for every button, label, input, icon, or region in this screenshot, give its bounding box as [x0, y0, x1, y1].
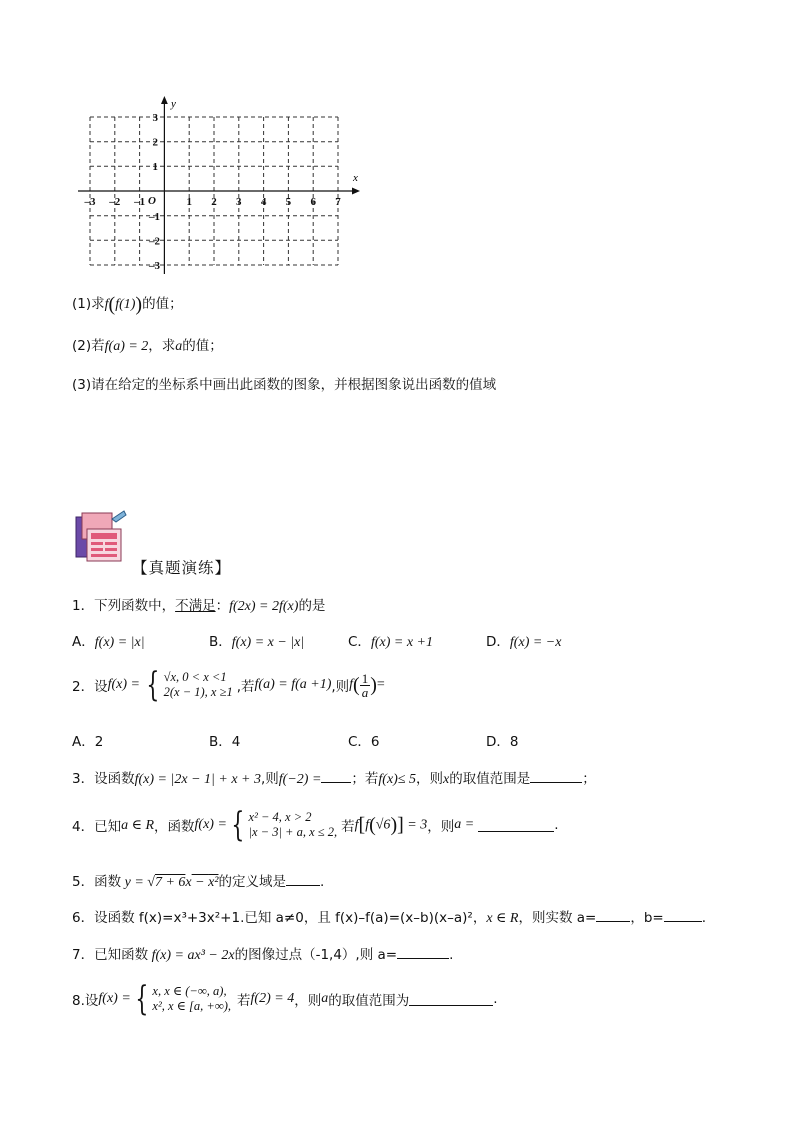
section-title: 【真题演练】 — [132, 559, 232, 577]
x-tick: 3 — [236, 196, 242, 208]
x-tick: 5 — [285, 196, 292, 208]
f-f-1-expr: f(f(1)) — [104, 293, 143, 316]
problem-2-option-a: A．2 — [72, 734, 104, 750]
problem-2-option-d: D．8 — [486, 734, 519, 750]
problem-2-option-c: C．6 — [348, 734, 380, 750]
answer-blank[interactable] — [409, 993, 493, 1006]
question-2: (2)若f(a) = 2，求a的值； — [72, 338, 223, 354]
x-tick: –2 — [109, 196, 121, 208]
x-tick: 2 — [211, 196, 217, 208]
problem-1-option-c: C．f(x) = x +1 — [348, 634, 433, 650]
problem-6: 6．设函数 f(x)=x³+3x²+1.已知 a≠0，且 f(x)–f(a)=(x–b)(x–a)²，x ∈ R，则实数 a= ，b= . — [72, 910, 707, 926]
problem-2-option-b: B．4 — [209, 734, 241, 750]
problem-4: 4．已知 a ∈ R ，函数 f(x) = { x² − 4, x > 2 |x − 3| + a, x ≤ 2, 若 f[f(√6)] = 3 ，则 a = . — [72, 805, 559, 845]
y-tick: –1 — [149, 211, 160, 223]
fraction-1-over-a: $\frac{1}{a}$ — [361, 670, 369, 700]
answer-blank[interactable] — [478, 819, 554, 832]
answer-blank[interactable] — [397, 946, 449, 959]
answer-blank[interactable] — [530, 770, 582, 783]
problem-1-stem: 1．下列函数中，不满足：f(2x) = 2f(x)的是 — [72, 598, 326, 614]
y-axis-label: y — [171, 98, 176, 110]
answer-blank[interactable] — [321, 770, 351, 783]
question-3: (3)请在给定的坐标系中画出此函数的图象，并根据图象说出函数的值域 — [72, 377, 497, 393]
problem-8: 8.设 f(x) = { x, x ∈ (−∞, a), x², x ∈ [a, +∞), 若 f(2) = 4 ，则 a 的取值范围为 . — [72, 979, 498, 1019]
x-tick: –3 — [84, 196, 96, 208]
x-tick: –1 — [134, 196, 146, 208]
problem-1-option-b: B．f(x) = x − |x| — [209, 634, 305, 650]
problem-2-stem: 2．设 f(x) = { √x, 0 < x <1 2(x − 1), x ≥1 ,若 f(a) = f(a +1) ,则 f ( $\frac{1}{a}$ ) = — [72, 665, 385, 705]
problem-5: 5．函数 y = √7 + 6x − x²的定义域是 . — [72, 874, 325, 890]
x-tick: 6 — [310, 196, 316, 208]
answer-blank[interactable] — [286, 873, 320, 886]
document-icon — [74, 509, 130, 563]
problem-1-option-d: D．f(x) = −x — [486, 634, 562, 650]
x-tick: 1 — [186, 196, 192, 208]
problem-7: 7．已知函数 f(x) = ax³ − 2x的图像过点（-1,4）,则 a= . — [72, 947, 454, 963]
y-tick: 2 — [152, 136, 158, 149]
question-1: (1)求f(f(1))的值； — [72, 293, 183, 316]
y-tick: –2 — [149, 235, 160, 248]
piecewise-definition: x² − 4, x > 2 |x − 3| + a, x ≤ 2, — [248, 810, 338, 839]
y-tick: 3 — [152, 112, 158, 124]
x-tick: 7 — [335, 196, 341, 208]
x-axis-label: x — [353, 172, 358, 184]
coordinate-grid — [70, 92, 370, 277]
piecewise-definition: √x, 0 < x <1 2(x − 1), x ≥1 — [163, 670, 233, 699]
f-a-eq-2: f(a) = 2 — [104, 339, 149, 354]
origin-label: O — [148, 195, 156, 207]
y-tick: 1 — [152, 161, 158, 173]
x-tick: 4 — [260, 196, 267, 208]
answer-blank[interactable] — [664, 909, 702, 922]
problem-3: 3．设函数f(x) = |2x − 1| + x + 3,则f(−2) = ；若f(x)≤ 5，则x的取值范围是 ； — [72, 771, 596, 787]
y-tick: –3 — [149, 260, 160, 272]
problem-1-option-a: A．f(x) = |x| — [72, 634, 145, 650]
answer-blank[interactable] — [596, 909, 630, 922]
piecewise-definition: x, x ∈ (−∞, a), x², x ∈ [a, +∞), — [152, 984, 232, 1013]
